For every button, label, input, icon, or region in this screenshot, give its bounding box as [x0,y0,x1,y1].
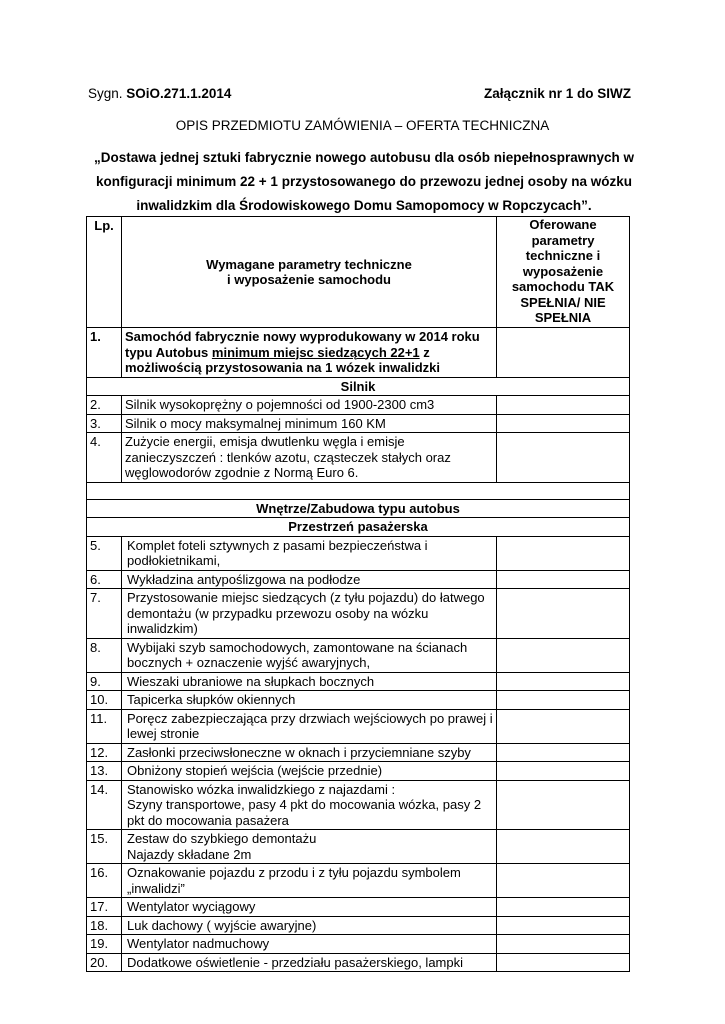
table-row [87,433,630,483]
header-required-line1: Wymagane parametry techniczne [206,256,412,272]
row-lp: 11. [87,709,122,743]
technical-specification-table [86,216,630,972]
row-lp: 16. [87,864,122,898]
row-offer-cell[interactable] [497,830,630,864]
row-offer-cell[interactable] [497,743,630,762]
table-row [87,709,630,743]
row-requirement: Silnik o mocy maksymalnej minimum 160 KM [122,414,497,433]
table-row [87,691,630,710]
row-requirement: Zasłonki przeciwsłoneczne w oknach i przyciemniane szyby [122,743,497,762]
table-row [87,743,630,762]
section-row [87,377,630,396]
row-requirement: Wieszaki ubraniowe na słupkach bocznych [122,672,497,691]
row1-text-underlined: minimum miejsc siedzących 22+1 [211,344,420,360]
table-row [87,762,630,781]
table-row [87,672,630,691]
row-offer-cell[interactable] [497,570,630,589]
section-passenger-space: Przestrzeń pasażerska [87,518,630,537]
row-lp: 1. [87,328,122,378]
table-row [87,830,630,864]
row-offer-cell[interactable] [497,864,630,898]
table-row [87,916,630,935]
table-row [87,589,630,639]
row-offer-cell[interactable] [497,935,630,954]
row-offer-cell[interactable] [497,536,630,570]
blank-cell [87,482,630,499]
row-lp: 9. [87,672,122,691]
section-row [87,499,630,518]
table-row [87,638,630,672]
row1-text-part3: z możliwością przystosowania na 1 wózek inwalidzki [125,344,440,375]
row-lp: 19. [87,935,122,954]
table-row [87,935,630,954]
row-requirement: Wentylator nadmuchowy [122,935,497,954]
section-interior: Wnętrze/Zabudowa typu autobus [87,499,630,518]
case-reference-prefix: Sygn. [88,86,123,101]
row-lp: 10. [87,691,122,710]
row-offer-cell[interactable] [497,691,630,710]
blank-row [87,482,630,499]
row-offer-cell[interactable] [497,762,630,781]
row-lp: 6. [87,570,122,589]
section-row [87,518,630,537]
row-lp: 12. [87,743,122,762]
document-title: OPIS PRZEDMIOTU ZAMÓWIENIA – OFERTA TECHNICZNA [175,118,550,133]
row-offer-cell[interactable] [497,916,630,935]
case-reference [88,86,231,101]
row-offer-cell[interactable] [497,672,630,691]
header-required-parameters [122,217,497,328]
row-offer-cell[interactable] [497,780,630,830]
header-offered-parameters: Oferowane parametry techniczne i wyposażenie samochodu TAK SPEŁNIA/ NIE SPEŁNIA [497,217,630,328]
attachment-label: Załącznik nr 1 do SIWZ [483,86,631,101]
row-requirement: Wybijaki szyb samochodowych, zamontowane na ścianach bocznych + oznaczenie wyjść awaryjnych, [122,638,497,672]
row-requirement: Oznakowanie pojazdu z przodu i z tyłu pojazdu symbolem „inwalidzi” [122,864,497,898]
row-requirement: Wykładzina antypoślizgowa na podłodze [122,570,497,589]
row1-text-part1: Samochód fabrycznie nowy wyprodukowany w 2014 roku typu Autobus [125,329,480,360]
row-offer-cell[interactable] [497,414,630,433]
row-lp: 8. [87,638,122,672]
table-row [87,864,630,898]
section-engine: Silnik [87,377,630,396]
row-requirement: Zestaw do szybkiego demontażu Najazdy składane 2m [122,830,497,864]
table-row [87,570,630,589]
row-lp: 7. [87,589,122,639]
table-header-row [87,217,630,328]
row-requirement: Luk dachowy ( wyjście awaryjne) [122,916,497,935]
row-lp: 18. [87,916,122,935]
table-row [87,953,630,972]
table-row [87,396,630,415]
row-requirement: Zużycie energii, emisja dwutlenku węgla i emisje zanieczyszczeń : tlenków azotu, cząsteczek stałych oraz węglowodorów zgodnie z Normą Euro 6. [122,433,497,483]
row-lp: 13. [87,762,122,781]
row-lp: 20. [87,953,122,972]
row-requirement: Obniżony stopień wejścia (wejście przednie) [122,762,497,781]
row-lp: 2. [87,396,122,415]
table-row [87,328,630,378]
row-offer-cell[interactable] [497,396,630,415]
case-reference-number: SOiO.271.1.2014 [126,86,232,101]
row-requirement: Komplet foteli sztywnych z pasami bezpieczeństwa i podłokietnikami, [122,536,497,570]
row-requirement: Silnik wysokoprężny o pojemności od 1900-2300 cm3 [122,396,497,415]
row-requirement: Poręcz zabezpieczająca przy drzwiach wejściowych po prawej i lewej stronie [122,709,497,743]
row-requirement: Stanowisko wózka inwalidzkiego z najazdami : Szyny transportowe, pasy 4 pkt do mocowania wózka, pasy 2 pkt do mocowania pasażera [122,780,497,830]
row-lp: 5. [87,536,122,570]
row-lp: 14. [87,780,122,830]
row-lp: 15. [87,830,122,864]
table-row [87,780,630,830]
row-offer-cell[interactable] [497,638,630,672]
row-lp: 17. [87,898,122,917]
header-required-line2: i wyposażenie samochodu [227,272,391,287]
table-row [87,414,630,433]
table-row [87,536,630,570]
row-offer-cell[interactable] [497,589,630,639]
row-offer-cell[interactable] [497,953,630,972]
row-offer-cell[interactable] [497,328,630,378]
order-subject: „Dostawa jednej sztuki fabrycznie nowego autobusu dla osób niepełnosprawnych w konfiguracji minimum 22 + 1 przystosowanego do przewozu jednej osoby na wózku inwalidzkim dla Środowiskowego Domu Samopomocy w Ropczycach”. [93,150,635,213]
row-requirement: Wentylator wyciągowy [122,898,497,917]
row-requirement [122,328,497,378]
row-requirement: Przystosowanie miejsc siedzących (z tyłu pojazdu) do łatwego demontażu (w przypadku przewozu osoby na wózku inwalidzkim) [122,589,497,639]
row-requirement: Dodatkowe oświetlenie - przedziału pasażerskiego, lampki [122,953,497,972]
row-offer-cell[interactable] [497,709,630,743]
table-row [87,898,630,917]
header-lp: Lp. [87,217,122,328]
row-offer-cell[interactable] [497,433,630,483]
row-requirement: Tapicerka słupków okiennych [122,691,497,710]
row-lp: 3. [87,414,122,433]
row-lp: 4. [87,433,122,483]
row-offer-cell[interactable] [497,898,630,917]
